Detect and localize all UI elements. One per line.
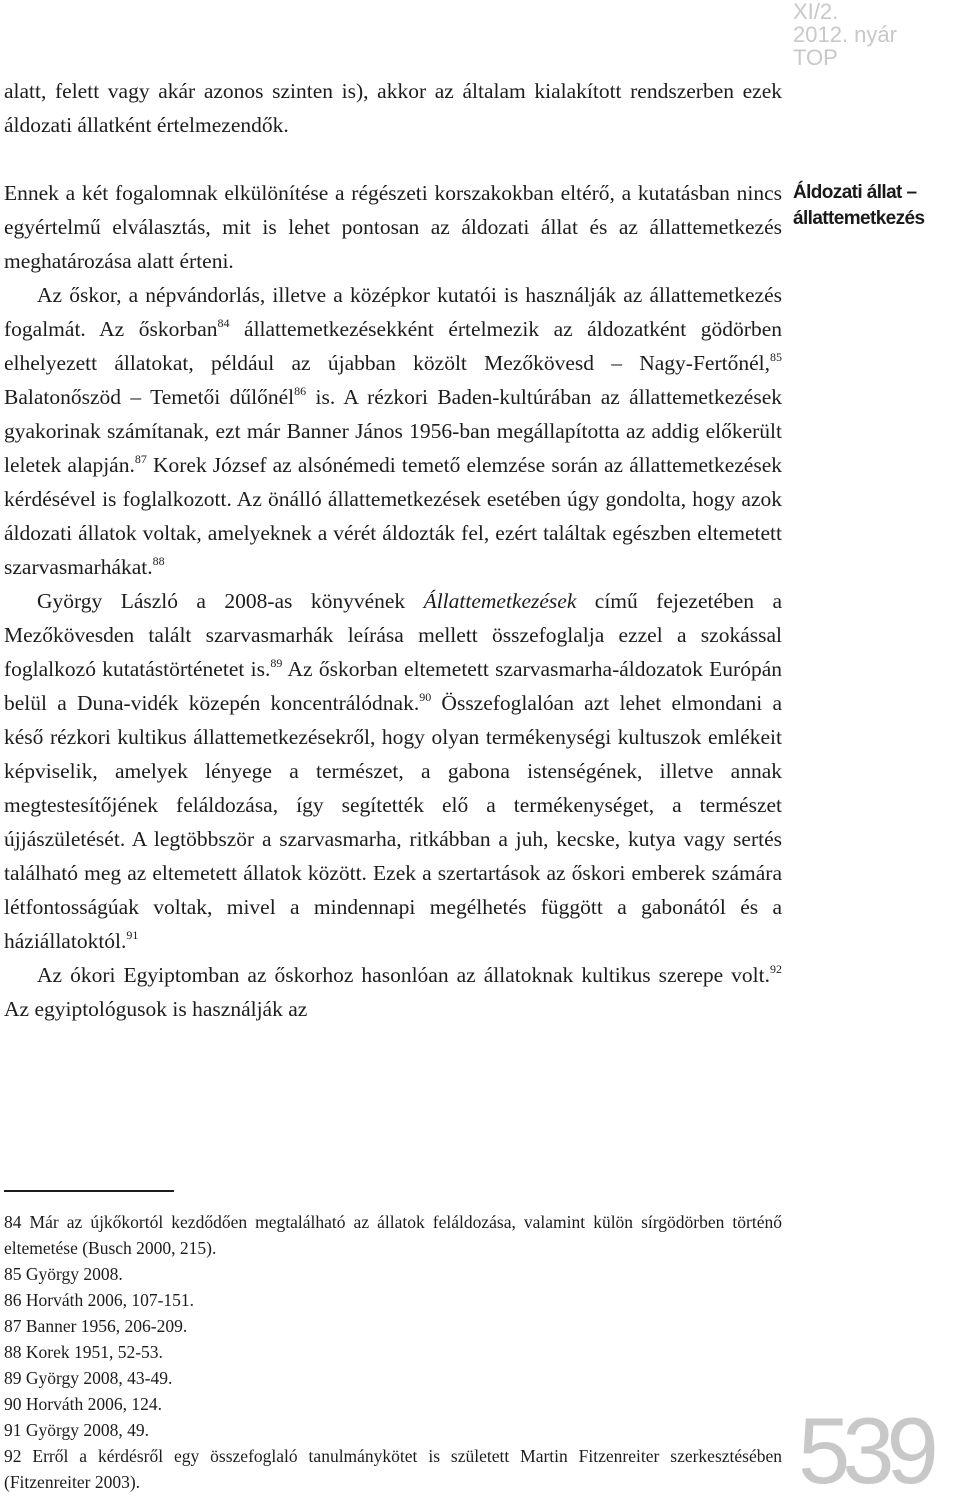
text-span: című fejezetében a Mezőkövesden talált szarvasmarhák leírása mellett összefoglalja ezzel a szokással foglalkozó kutatástörténetet is. (4, 589, 782, 681)
paragraph-definitions: Ennek a két fogalomnak elkülönítése a régészeti korszakokban eltérő, a kutatásban nincs egyértelmű elválasztás, mit is lehet pontosan az áldozati állat és az állattemetkezés meghatározása alatt érteni. (4, 181, 782, 273)
footnote-86: 86 Horváth 2006, 107-151. (4, 1290, 195, 1310)
section-heading-line-2: állattemetkezés (793, 208, 925, 229)
text-span: Az őskorban eltemetett szarvasmarha-áldozatok Európán belül a Duna-vidék közepén koncentrálódnak. (4, 657, 782, 715)
footnote-ref-91[interactable]: 91 (126, 928, 139, 942)
footnote-ref-86[interactable]: 86 (294, 384, 307, 398)
footnote-divider (4, 1190, 174, 1192)
text-span: Az őskor, a népvándorlás, illetve a középkor kutatói is használják az állattemetkezés fogalmát. Az őskorban (4, 283, 782, 341)
footnote-88: 88 Korek 1951, 52-53. (4, 1342, 163, 1362)
section-heading-line-1: Áldozati állat – (793, 182, 917, 203)
text-span: Összefoglalóan azt lehet elmondani a késő rézkori kultikus állattemetkezésekről, hogy olyan termékenységi kultuszok emlékeit képviselik, amelyek lényege a természet, a gabona istenségének, illetve annak megtestesítőjének feláldozása, így segítették elő a termékenységet, a természet újjászületését. A legtöbbször a szarvasmarha, ritkábban a juh, kecske, kutya vagy sertés található meg az eltemetett állatok között. Ezek a szertartások az őskori emberek számára létfontosságúak voltak, mivel a mindennapi megélhetés függött a gabonától és a háziállatoktól. (4, 691, 782, 953)
issue-header (793, 0, 960, 69)
text-span: Korek József az alsónémedi temető elemzése során az állattemetkezések kérdésével is foglalkozott. Az önálló állattemetkezések esetében úgy gondolta, hogy azok áldozati állatok voltak, amelyeknek a vérét áldozták fel, ezért találtak egészben eltemetett szarvasmarhákat. (4, 453, 782, 579)
continued-paragraph (4, 74, 782, 142)
footnote-90: 90 Horváth 2006, 124. (4, 1394, 162, 1414)
page-number: 539 (798, 1398, 931, 1503)
footnote-91: 91 György 2008, 49. (4, 1420, 150, 1440)
footnote-ref-85[interactable]: 85 (770, 350, 782, 364)
paragraph-gyorgy (4, 584, 782, 958)
text-span: Balatonőszöd – Temetői dűlőnél (4, 385, 295, 409)
footnote-ref-84[interactable]: 84 (217, 316, 230, 330)
text-span: is. A rézkori Baden-kultúrában az állattemetkezések gyakorinak számítanak, ezt már Banner János 1956-ban megállapította az addig előkerült leletek alapján. (4, 385, 782, 477)
paragraph-egypt (4, 958, 782, 1026)
footnote-84: 84 Már az újkőkortól kezdődően megtalálható az állatok feláldozása, valamint külön sírgödörben történő eltemetése (Busch 2000, 215). (4, 1212, 782, 1258)
footnote-ref-89[interactable]: 89 (270, 656, 283, 670)
footnote-ref-92[interactable]: 92 (770, 962, 782, 976)
footnote-89: 89 György 2008, 43-49. (4, 1368, 173, 1388)
footnote-92: 92 Erről a kérdésről egy összefoglaló tanulmánykötet is született Martin Fitzenreiter szerkesztésében (Fitzenreiter 2003). (4, 1446, 782, 1492)
footnote-ref-87[interactable]: 87 (134, 452, 147, 466)
text-span: György László a 2008-as könyvének (37, 589, 424, 613)
paragraph-continued: alatt, felett vagy akár azonos szinten is), akkor az általam kialakított rendszerben ezek áldozati állatként értelmezendők. (4, 79, 782, 137)
paragraph-research-history (4, 278, 782, 584)
section-heading (793, 180, 960, 232)
footnote-85: 85 György 2008. (4, 1264, 123, 1284)
footnotes (4, 1209, 782, 1495)
text-span: Az egyiptológusok is használják az (4, 997, 308, 1021)
book-title: Állattemetkezések (423, 589, 577, 613)
footnote-ref-88[interactable]: 88 (152, 554, 165, 568)
journal-name: TOP (793, 45, 838, 70)
footnote-ref-90[interactable]: 90 (419, 690, 432, 704)
issue-season: 2012. nyár (793, 22, 897, 47)
text-span: Az ókori Egyiptomban az őskorhoz hasonlóan az állatoknak kultikus szerepe volt. (37, 963, 770, 987)
issue-volume: XI/2. (793, 0, 839, 24)
footnote-87: 87 Banner 1956, 206-209. (4, 1316, 188, 1336)
body-text (4, 176, 782, 1026)
text-span: állattemetkezésekként értelmezik az áldozatként gödörben elhelyezett állatokat, például az újabban közölt Mezőkövesd – Nagy-Fertőnél, (4, 317, 782, 375)
